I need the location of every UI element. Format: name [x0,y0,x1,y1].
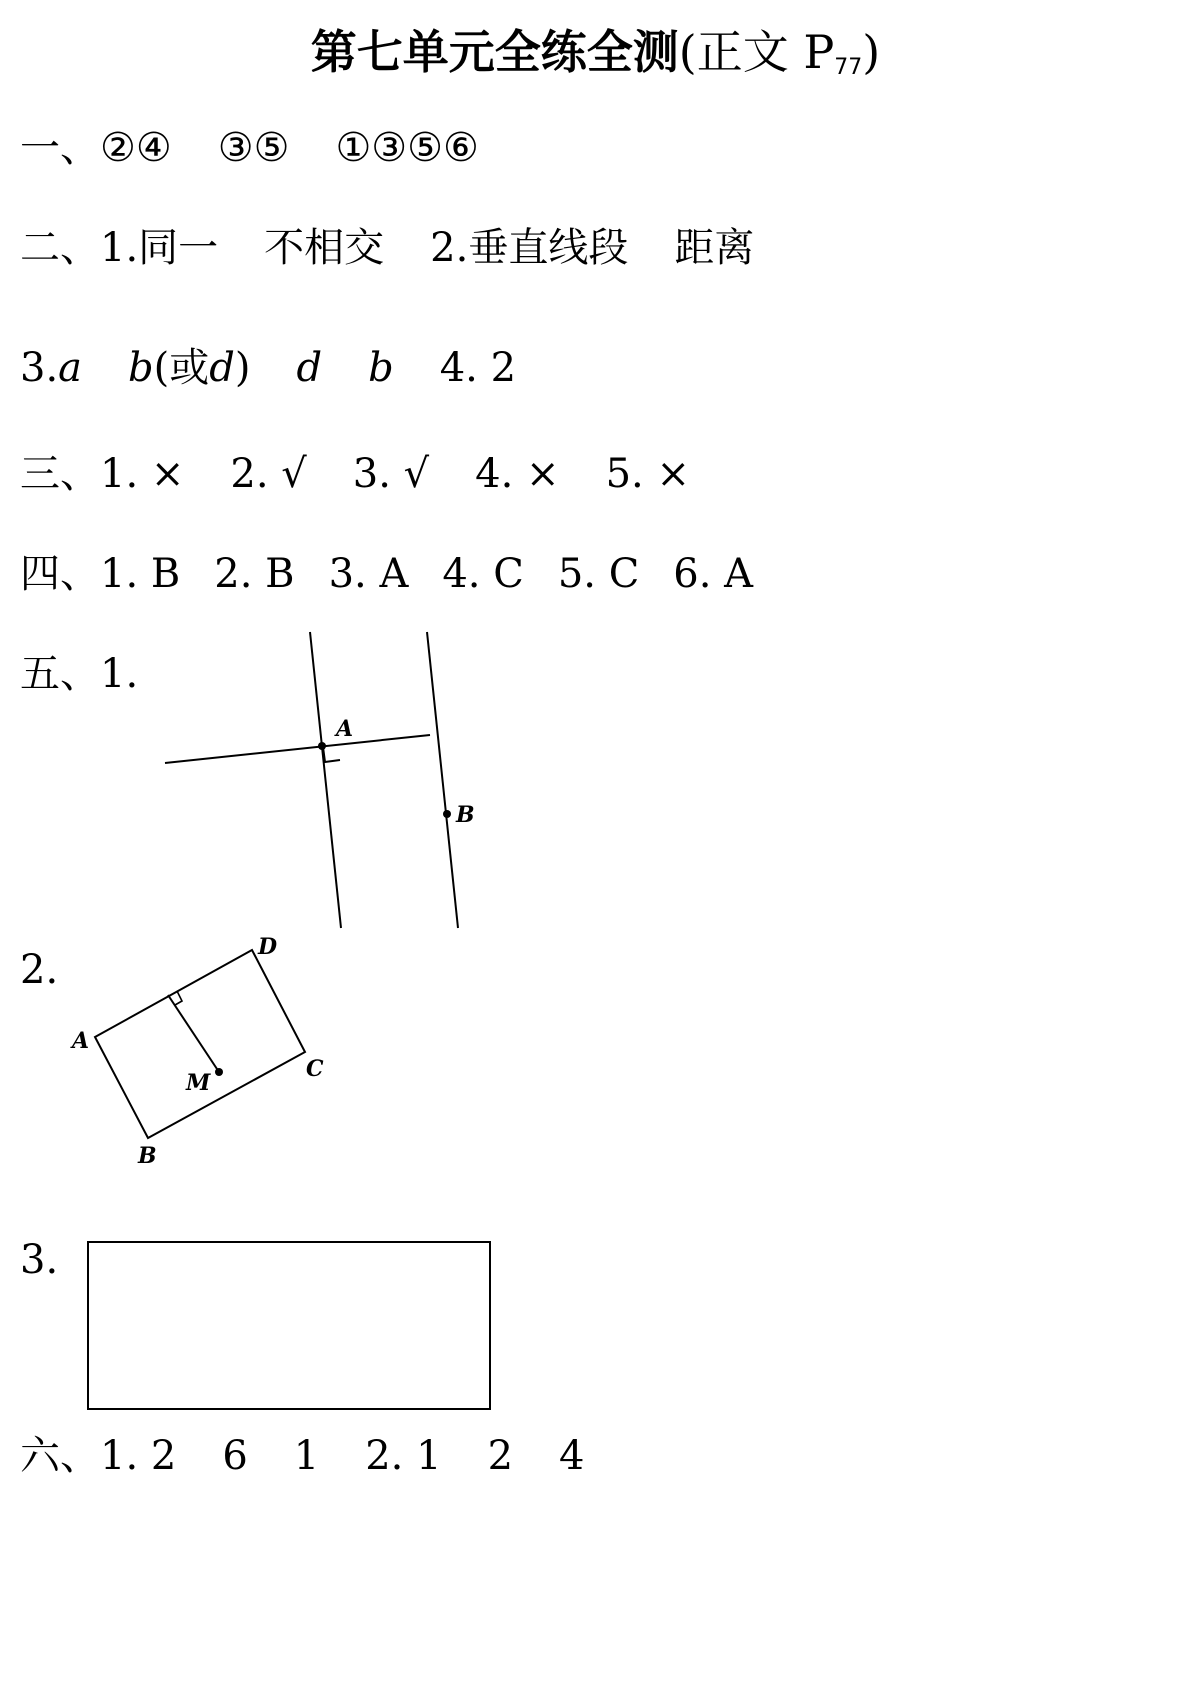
answer-item: ②④ [100,125,172,171]
q1-number: 1. [100,651,139,697]
answer-item: 2 [487,1433,514,1479]
label-b: B [138,1143,157,1169]
answer-item: 2. √ [230,451,307,497]
answer-item: ①③⑤⑥ [335,125,479,171]
answer-item: 5. × [605,451,690,497]
q2-number: 2. [20,947,59,993]
rectangle-drawing [88,1242,490,1409]
answer-item: b [128,345,154,391]
title-page-sub: 77 [834,55,863,80]
answer-item: 2. B [214,551,295,597]
line-perpendicular [165,735,430,763]
answer-item: 4. 2 [439,345,517,391]
answer-item: d [296,345,323,391]
answer-item: 6. A [673,551,754,597]
alt-open: (或 [153,345,210,391]
answer-item: 同一 [138,225,219,271]
title-ref: 正文 P [696,25,835,79]
alt-close: ) [234,345,251,391]
line-right-vertical [427,632,458,928]
answer-item: a [58,345,83,391]
label-m: M [186,1070,211,1096]
answer-item: 1. B [100,551,181,597]
answer-item: 1. × [100,451,185,497]
answer-item: 垂直线段 [468,225,629,271]
section-2-label: 二、 [20,225,100,271]
title-paren-close: ) [862,25,881,79]
q3-number: 3. [20,1237,59,1283]
point-b [443,810,451,818]
q1-number: 1. [100,225,139,271]
answer-item: d [209,345,235,391]
section-5-label: 五、 [20,651,100,697]
answer-item: 4. × [475,451,560,497]
answer-item: 3. √ [352,451,430,497]
answer-item: 5. C [557,551,640,597]
section-1-label: 一、 [20,125,100,171]
answer-item: 1. 2 [100,1433,177,1479]
answer-item: 1 [293,1433,320,1479]
answer-item: 2. 1 [365,1433,442,1479]
line-left-vertical [310,632,341,928]
label-b: B [456,802,475,828]
point-m [215,1068,223,1076]
answer-item: 4. C [442,551,524,597]
answer-item: 3. A [328,551,409,597]
section-3-label: 三、 [20,451,100,497]
answer-item: b [368,345,394,391]
label-a: A [336,716,354,742]
right-angle-mark [323,747,340,762]
section-6 [20,1430,630,1482]
perpendicular-from-m [168,995,219,1072]
answer-item: 6 [222,1433,248,1479]
title-main: 第七单元全练全测 [310,25,679,79]
q3-number: 3. [20,345,59,391]
q2-number: 2. [430,225,469,271]
answer-item: 距离 [674,225,755,271]
label-d: D [258,934,278,960]
answer-item: 4 [559,1433,585,1479]
answer-item: ③⑤ [217,125,290,171]
section-6-label: 六、 [20,1433,100,1479]
title-paren-open: ( [678,25,697,79]
answer-item: 不相交 [264,225,385,271]
section-4-label: 四、 [20,551,100,597]
label-c: C [306,1056,324,1082]
label-a: A [72,1028,90,1054]
point-a [318,742,326,750]
